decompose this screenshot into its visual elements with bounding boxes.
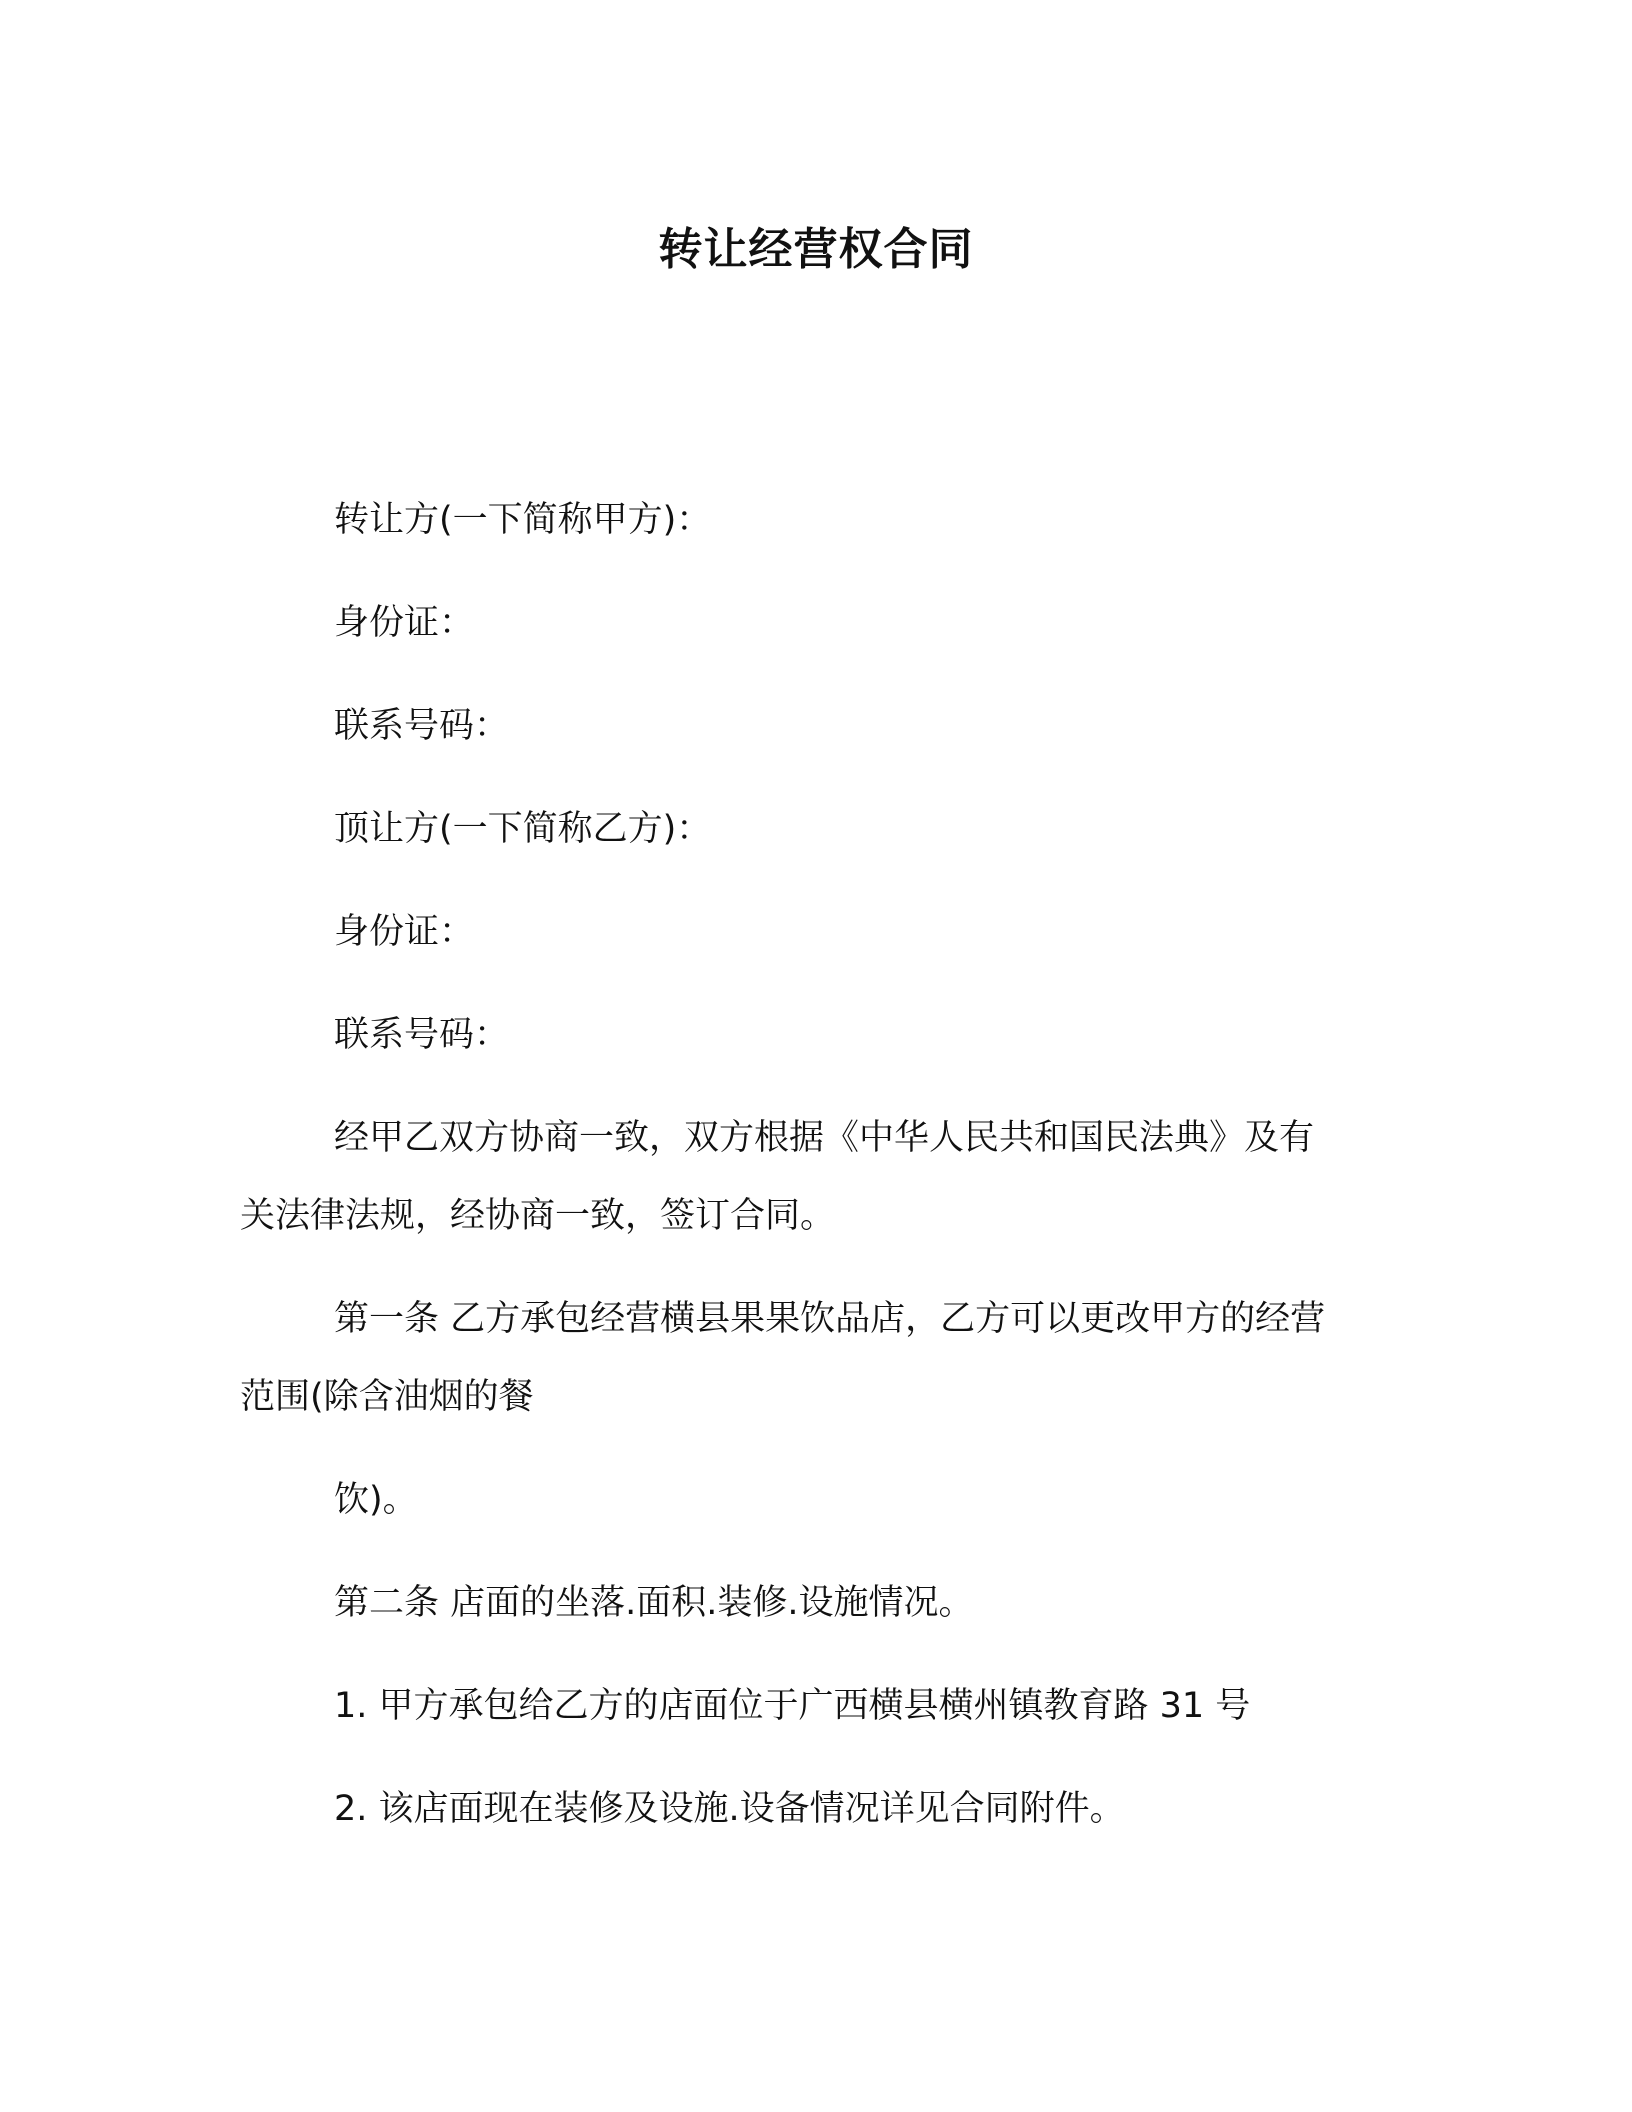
article-1-line-2: 范围(除含油烟的餐: [240, 1377, 534, 1417]
article-2-heading: 第二条 店面的坐落.面积.装修.设施情况。: [334, 1583, 974, 1623]
article-1-line-3: 饮)。: [334, 1480, 418, 1520]
article-1-line-1: 第一条 乙方承包经营横县果果饮品店，乙方可以更改甲方的经营: [334, 1299, 1326, 1339]
article-2-item-2: 2. 该店面现在装修及设施.设备情况详见合同附件。: [334, 1789, 1125, 1829]
transferor-label: 转让方(一下简称甲方)：: [334, 500, 712, 540]
transferee-phone-label: 联系号码：: [334, 1015, 510, 1055]
document-title: 转让经营权合同: [658, 224, 974, 275]
transferee-label: 顶让方(一下简称乙方)：: [334, 809, 712, 849]
transferor-phone-label: 联系号码：: [334, 706, 510, 746]
transferee-id-label: 身份证：: [334, 912, 475, 952]
preamble-line-1: 经甲乙双方协商一致，双方根据《中华人民共和国民法典》及有: [334, 1118, 1315, 1158]
preamble-line-2: 关法律法规，经协商一致，签订合同。: [240, 1196, 836, 1236]
article-2-item-1: 1. 甲方承包给乙方的店面位于广西横县横州镇教育路 31 号: [334, 1686, 1251, 1726]
transferor-id-label: 身份证：: [334, 603, 475, 643]
